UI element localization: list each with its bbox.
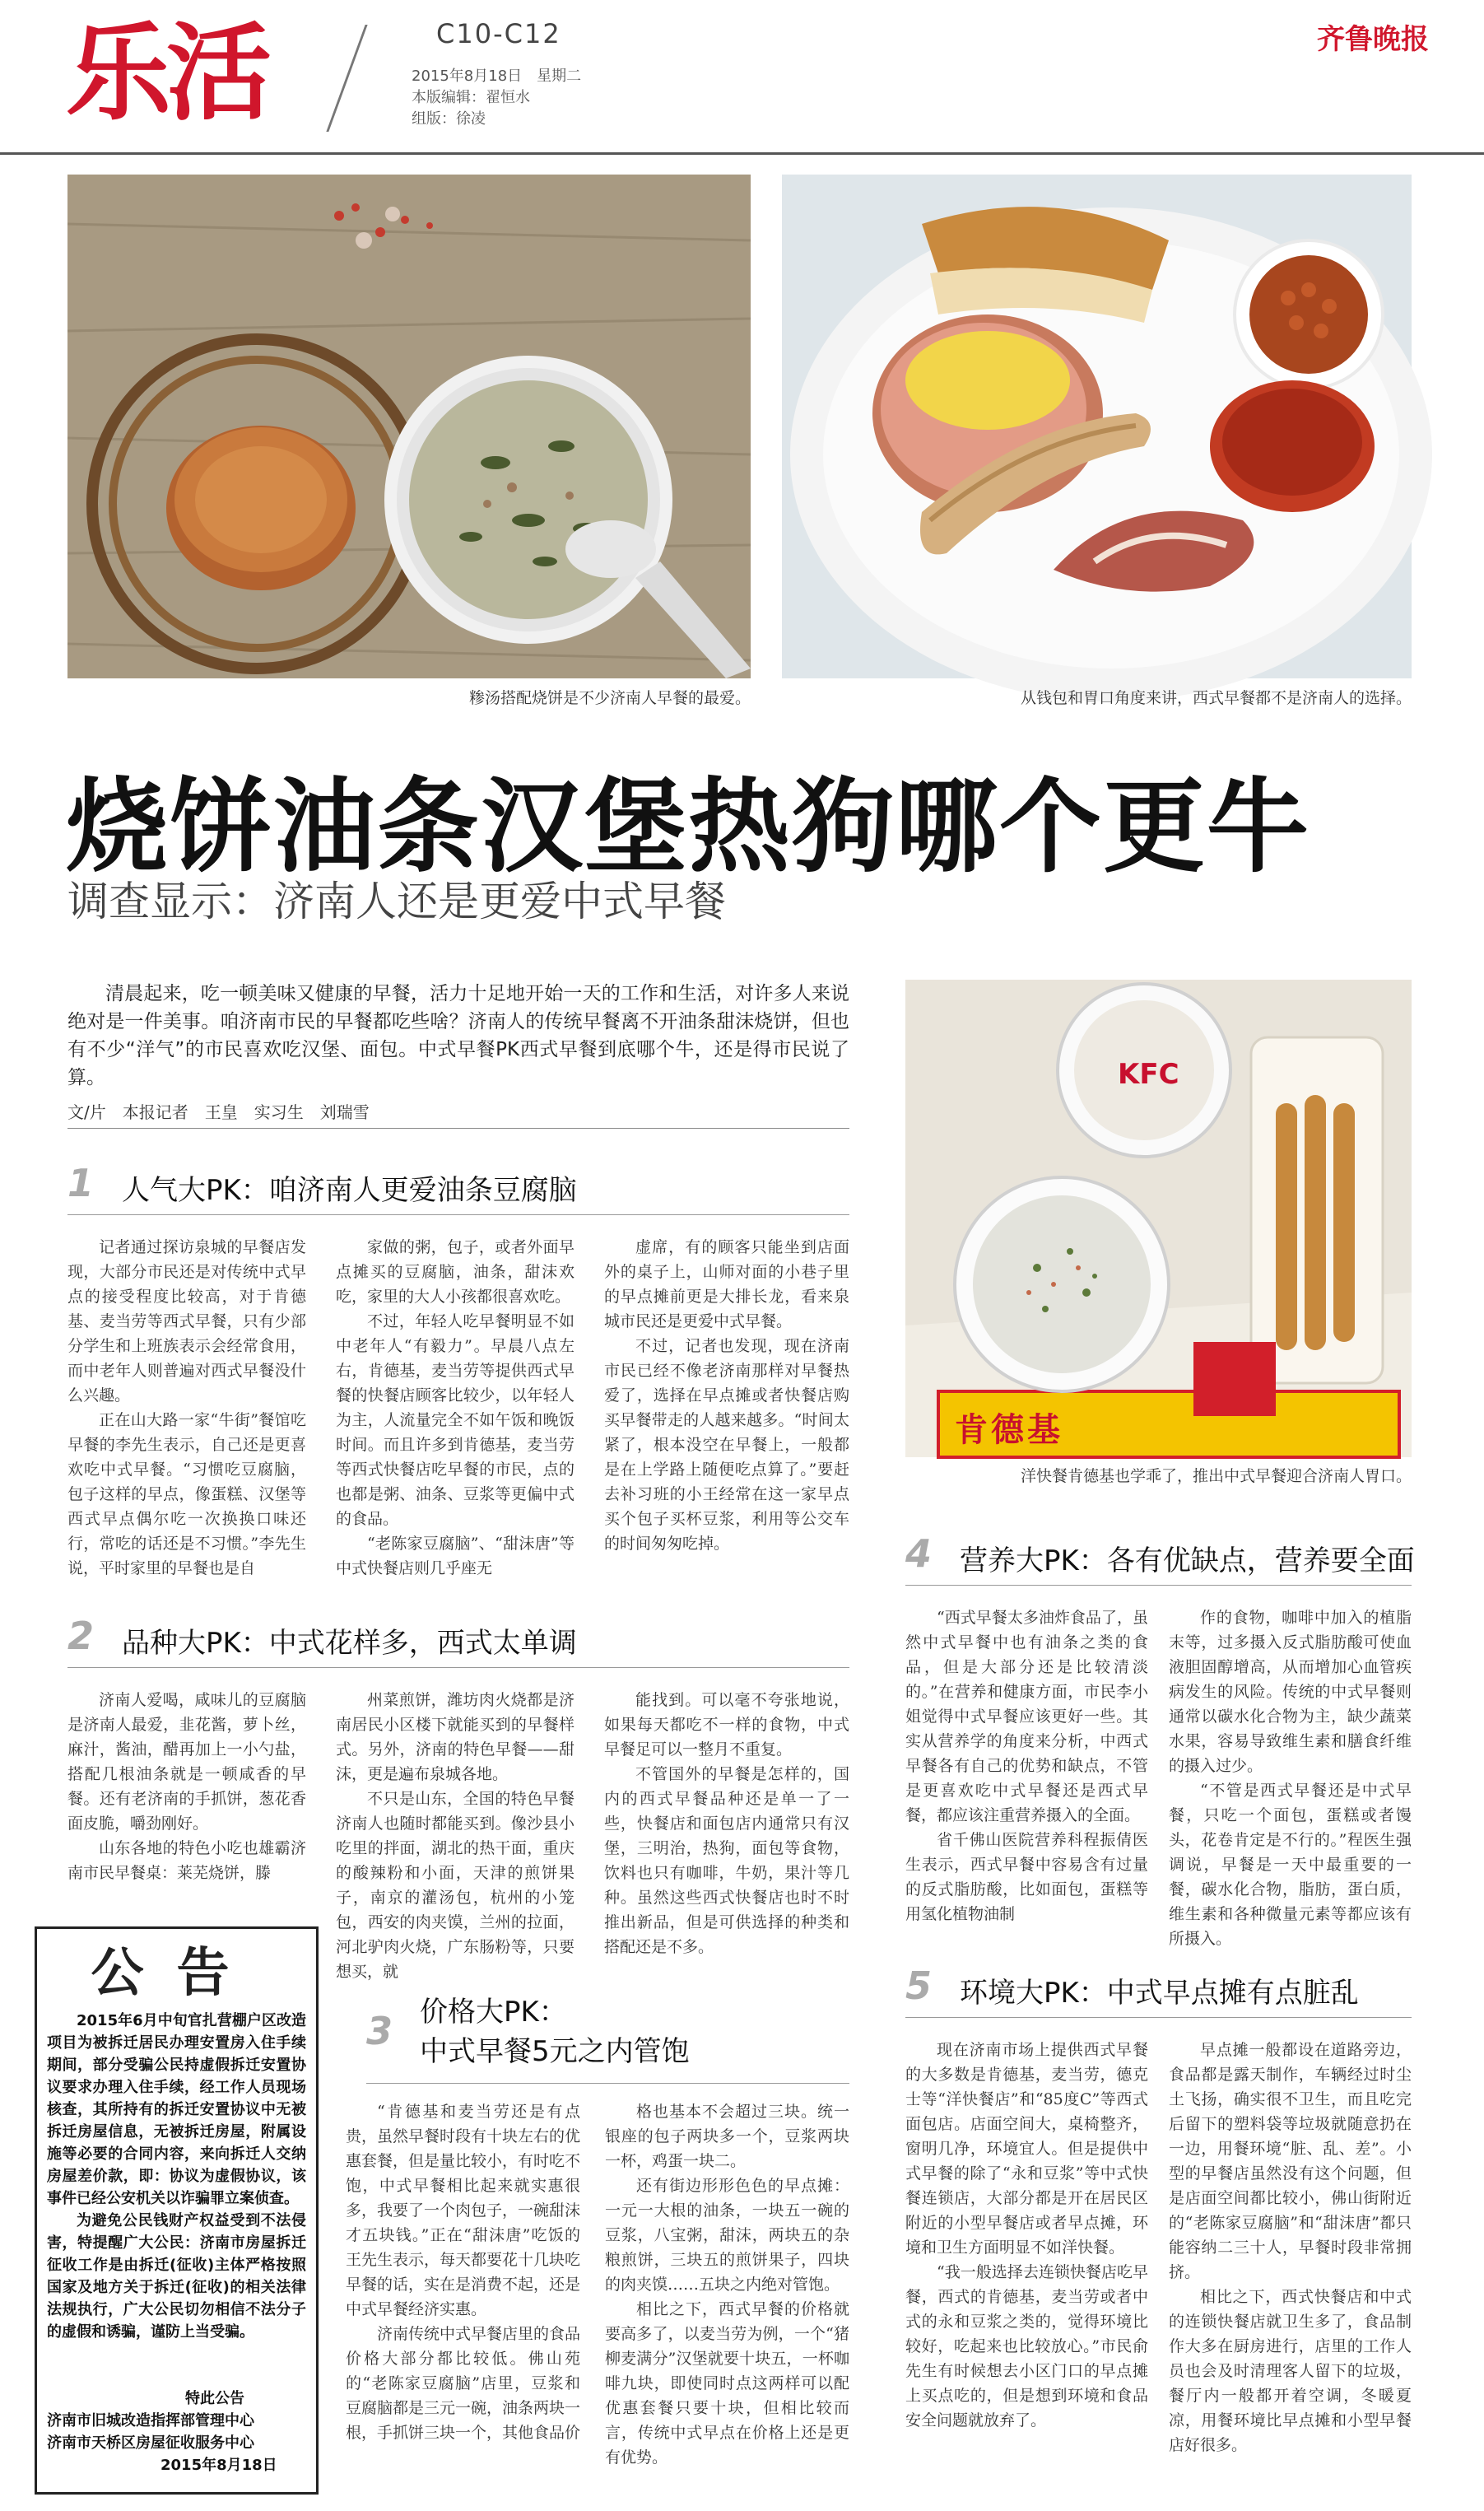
notice-title: 公告 (91, 1943, 263, 2004)
notice-sign-1: 特此公告 (185, 2390, 244, 2407)
section-3-title: 价格大PK： 中式早餐5元之内管饱 (420, 1996, 690, 2068)
paragraph: 家做的粥，包子，或者外面早点摊买的豆腐脑，油条，甜沫欢吃，家里的大人小孩都很喜欢吃。 (336, 1238, 575, 1306)
notice-sign-2: 济南市旧城改造指挥部管理中心 (47, 2412, 254, 2429)
paragraph: 还有街边形形色色的早点摊：一元一大根的油条，一块五一碗的豆浆，八宝粥，甜沫，两块五的杂粮煎饼，三块五的煎饼果子，四块的肉夹馍……五块之内绝对管饱。 (605, 2177, 849, 2294)
notice-body (37, 2006, 316, 2388)
paragraph: 正在山大路一家“牛街”餐馆吃早餐的李先生表示，自己还是更喜欢吃中式早餐。“习惯吃豆腐脑，包子这样的早点，像蛋糕、汉堡等西式早点偶尔吃一次换换口味还行，常吃的话还是不习惯。”李先生说，平时家里的早餐也是自 (67, 1411, 306, 1577)
sub-headline: 调查显示：济南人还是更爱中式早餐 (67, 878, 726, 925)
notice-date: 2015年8月18日 (160, 2457, 277, 2474)
paragraph: 现在济南市场上提供西式早餐的大多数是肯德基，麦当劳，德克士等“洋快餐店”和“85度C”等西式面包店。店面空间大，桌椅整齐，窗明几净，环境宜人。但是提供中式早餐的除了“永和豆浆”等中式快餐连锁店，大部分都是开在居民区附近的小型早餐店或者早点摊，环境和卫生方面明显不如洋快餐。 (905, 2041, 1148, 2257)
caption-western: 从钱包和胃口角度来讲，西式早餐都不是济南人的选择。 (1020, 689, 1412, 707)
header-rule (0, 152, 1484, 155)
public-notice-box (35, 1926, 319, 2495)
caption-kfc: 洋快餐肯德基也学乖了，推出中式早餐迎合济南人胃口。 (1020, 1467, 1412, 1485)
section-4-title: 营养大PK：各有优缺点，营养要全面 (960, 1544, 1415, 1577)
section-5-number: 5 (905, 1964, 933, 2008)
byline: 文/片 本报记者 王皇 实习生 刘瑞雪 (67, 1102, 370, 1122)
paragraph: 格也基本不会超过三块。统一银座的包子两块多一个，豆浆两块一杯，鸡蛋一块二。 (605, 2103, 849, 2170)
lead-paragraph: 清晨起来，吃一顿美味又健康的早餐，活力十足地开始一天的工作和生活，对许多人来说绝对是一件美事。咱济南市民的早餐都吃些啥？济南人的传统早餐离不开油条甜沫烧饼，但也有不少“洋气”的市民喜欢吃汉堡、面包。中式早餐PK西式早餐到底哪个牛，还是得市民说了算。 (67, 983, 849, 1088)
paragraph: 相比之下，西式快餐店和中式的连锁快餐店就卫生多了，食品制作大多在厨房进行，店里的工作人员也会及时清理客人留下的垃圾，餐厅内一般都开着空调，冬暖夏凉，用餐环境比早点摊和小型早餐店好很多。 (1169, 2288, 1412, 2454)
issue-date: 2015年8月18日 星期二 (412, 68, 582, 85)
paragraph: “我一般选择去连锁快餐店吃早餐，西式的肯德基，麦当劳或者中式的永和豆浆之类的，觉得环境比较好，吃起来也比较放心。”市民俞先生有时候想去小区门口的早点摊上买点吃的，但是想到环境和食品安全问题就放弃了。 (905, 2263, 1148, 2429)
notice-sign-3: 济南市天桥区房屋征收服务中心 (47, 2434, 254, 2452)
section-3-col-2 (605, 2099, 849, 2495)
newspaper-name: 齐鲁晚报 (1317, 23, 1429, 56)
section-5-col-1 (905, 2038, 1148, 2495)
section-2-number: 2 (67, 1614, 95, 1658)
photo-western-breakfast (782, 175, 1412, 678)
section-1-title: 人气大PK：咱济南人更爱油条豆腐脑 (122, 1174, 577, 1207)
photo-kfc-chinese-breakfast (905, 980, 1412, 1457)
section-3-col-1 (346, 2099, 580, 2495)
byline-rule (67, 1128, 849, 1129)
section-1-number: 1 (67, 1161, 95, 1205)
editor-credit: 本版编辑：翟恒水 (412, 89, 530, 106)
paragraph: 济南人爱喝，咸味儿的豆腐脑是济南人最爱，韭花酱，萝卜丝，麻汁，酱油，醋再加上一小勺盐，搭配几根油条就是一顿咸香的早餐。还有老济南的手抓饼，葱花香面皮脆，嚼劲刚好。 (67, 1691, 306, 1833)
paragraph: 2015年6月中旬官扎营棚户区改造项目为被拆迁居民办理安置房入住手续期间，部分受骗公民持虚假拆迁安置协议要求办理入住手续，经工作人员现场核查，其所持有的拆迁安置协议中无被拆迁房屋信息，无被拆迁房屋，附属设施等必要的合同内容，来向拆迁人交纳房屋差价款，即：协议为虚假协议，该事件已经公安机关以诈骗罪立案侦查。 (47, 2012, 306, 2207)
section-4-number: 4 (905, 1531, 933, 1576)
main-headline: 烧饼油条汉堡热狗哪个更牛 (66, 768, 1311, 887)
section-2-title: 品种大PK：中式花样多，西式太单调 (122, 1627, 577, 1660)
paragraph: 省千佛山医院营养科程振倩医生表示，西式早餐中容易含有过量的反式脂肪酸，比如面包，蛋糕等用氢化植物油制 (905, 1831, 1148, 1923)
section-2-col-2 (336, 1688, 575, 1981)
section-code: C10-C12 (436, 18, 561, 49)
paragraph: “西式早餐太多油炸食品了，虽然中式早餐中也有油条之类的食品，但是大部分还是比较清淡的。”在营养和健康方面，市民李小姐觉得中式早餐应该更好一些。其实从营养学的角度来分析，中西式早餐各有自己的优势和缺点，不管是更喜欢吃中式早餐还是西式早餐，都应该注重营养摄入的全面。 (905, 1609, 1148, 1824)
section-2-rule (67, 1667, 849, 1668)
section-4-rule (905, 1585, 1412, 1586)
section-1-col-3 (604, 1235, 849, 1589)
paragraph: 不过，记者也发现，现在济南市民已经不像老济南那样对早餐热爱了，选择在早点摊或者快餐店购买早餐带走的人越来越多。“时间太紧了，根本没空在早餐上，一般都是在上学路上随便吃点算了。”要赶去补习班的小王经常在这一家早点买个包子买杯豆浆，利用等公交车的时间匆匆吃掉。 (604, 1337, 849, 1553)
paragraph: 作的食物，咖啡中加入的植脂末等，过多摄入反式脂肪酸可使血液胆固醇增高，从而增加心血管疾病发生的风险。传统的中式早餐则通常以碳水化合物为主，缺少蔬菜水果，容易导致维生素和膳食纤维的摄入过少。 (1169, 1609, 1412, 1775)
kfc-sign-text: 肯德基 (955, 1411, 1063, 1449)
section-2-col-3 (604, 1688, 849, 1956)
section-1-col-2 (336, 1235, 575, 1589)
paragraph: 济南传统中式早餐店里的食品价格大部分都比较低。佛山苑的“老陈家豆腐脑”店里，豆浆和豆腐脑都是三元一碗，油条两块一根，手抓饼三块一个，其他食品价 (346, 2325, 581, 2442)
section-1-rule (67, 1214, 849, 1215)
section-5-rule (905, 2017, 1412, 2018)
paragraph: 不只是山东，全国的特色早餐济南人也随时都能买到。像沙县小吃里的拌面，湖北的热干面，重庆的酸辣粉和小面，天津的煎饼果子，南京的灌汤包，杭州的小笼包，西安的肉夹馍，兰州的拉面，河北驴肉火烧，广东肠粉等，只要想买，就 (336, 1790, 575, 1981)
paragraph: 州菜煎饼，潍坊肉火烧都是济南居民小区楼下就能买到的早餐样式。另外，济南的特色早餐——甜沫，更是遍布泉城各地。 (336, 1691, 575, 1783)
section-1-col-1 (67, 1235, 306, 1589)
paragraph: 为避免公民钱财产权益受到不法侵害，特提醒广大公民：济南市房屋拆迁征收工作是由拆迁(征收)主体严格按照国家及地方关于拆迁(征收)的相关法律法规执行，广大公民切勿相信不法分子的虚假和诱骗，谨防上当受骗。 (47, 2212, 306, 2341)
masthead-title: 乐活 (66, 12, 267, 135)
paragraph: 山东各地的特色小吃也雄霸济南市民早餐桌：莱芜烧饼，滕 (67, 1839, 306, 1882)
section-3-rule (366, 2083, 849, 2084)
paragraph: 不过，年轻人吃早餐明显不如中老年人“有毅力”。早晨八点左右，肯德基，麦当劳等提供西式早餐的快餐店顾客比较少，以年轻人为主，人流量完全不如午饭和晚饭时间。而且许多到肯德基，麦当劳等西式快餐店吃早餐的市民，点的也都是粥、油条、豆浆等更偏中式的食品。 (336, 1312, 575, 1528)
section-4-col-2 (1169, 1605, 1412, 1948)
paragraph: 虚席，有的顾客只能坐到店面外的桌子上，山师对面的小巷子里的早点摊前更是大排长龙，看来泉城市民还是更爱中式早餐。 (604, 1238, 849, 1330)
paragraph: 不管国外的早餐是怎样的，国内的西式早餐品种还是单一了一些，快餐店和面包店内通常只有汉堡，三明治，热狗，面包等食物，饮料也只有咖啡，牛奶，果汁等几种。虽然这些西式快餐店也时不时推出新品，但是可供选择的种类和搭配还是不多。 (604, 1765, 849, 1956)
section-2-col-1 (67, 1688, 306, 1910)
caption-shaobing: 糁汤搭配烧饼是不少济南人早餐的最爱。 (468, 689, 751, 707)
section-5-col-2 (1169, 2038, 1412, 2495)
paragraph: 能找到。可以毫不夸张地说，如果每天都吃不一样的食物，中式早餐足可以一整月不重复。 (604, 1691, 849, 1759)
paragraph: 相比之下，西式早餐的价格就要高多了，以麦当劳为例，一个“猪柳麦满分”汉堡就要十块五，一杯咖啡九块，即使同时点这两样可以配优惠套餐只要十块，但相比较而言，传统中式早点在价格上还是更有优势。 (605, 2300, 849, 2467)
paragraph: “肯德基和麦当劳还是有点贵，虽然早餐时段有十块左右的优惠套餐，但是量比较小，有时吃不饱，中式早餐相比起来就实惠很多，我要了一个肉包子，一碗甜沫才五块钱。”正在“甜沫唐”吃饭的王先生表示，每天都要花十几块吃早餐的话，实在是消费不起，还是中式早餐经济实惠。 (346, 2103, 581, 2318)
section-4-col-1 (905, 1605, 1148, 1935)
kfc-cup-logo: KFC (1118, 1058, 1179, 1091)
paragraph: “老陈家豆腐脑”、“甜沫唐”等中式快餐店则几乎座无 (336, 1535, 575, 1577)
section-3-number: 3 (366, 2009, 393, 2053)
paragraph: “不管是西式早餐还是中式早餐，只吃一个面包，蛋糕或者馒头，花卷肯定是不行的。”程医生强调说，早餐是一天中最重要的一餐，碳水化合物，脂肪，蛋白质，维生素和各种微量元素等都应该有所摄入。 (1169, 1782, 1412, 1948)
section-5-title: 环境大PK：中式早点摊有点脏乱 (960, 1977, 1359, 2010)
paragraph: 记者通过探访泉城的早餐店发现，大部分市民还是对传统中式早点的接受程度比较高，对于肯德基、麦当劳等西式早餐，只有少部分学生和上班族表示会经常食用，而中老年人则普遍对西式早餐没什么兴趣。 (67, 1238, 306, 1405)
layout-credit: 组版：徐凌 (412, 110, 486, 128)
paragraph: 早点摊一般都设在道路旁边，食品都是露天制作，车辆经过时尘土飞扬，确实很不卫生，而且吃完后留下的塑料袋等垃圾就随意扔在一边，用餐环境“脏、乱、差”。小型的早餐店虽然没有这个问题，但是店面空间都比较小，佛山街附近的“老陈家豆腐脑”和“甜沫唐”都只能容纳二三十人，早餐时段非常拥挤。 (1169, 2041, 1412, 2281)
photo-shaobing-soup (67, 175, 751, 678)
